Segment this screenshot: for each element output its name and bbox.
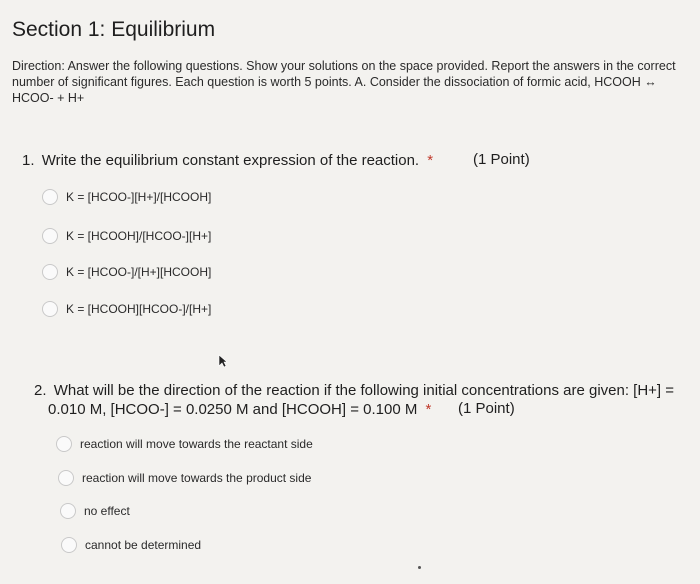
question-1-points: (1 Point) (473, 151, 530, 168)
required-asterisk: * (425, 401, 432, 418)
question-1-option-1[interactable]: K = [HCOO-][H+]/[HCOOH] (42, 189, 211, 205)
question-2-option-3[interactable]: no effect (60, 503, 130, 519)
stray-dot (418, 566, 421, 569)
question-1-text: 1. Write the equilibrium constant expression of the reaction. * (22, 152, 434, 169)
directions-text: Direction: Answer the following questions. Show your solutions on the space provided. Report the answers in the correct number of significant figures. Each question is worth 5 points. A. Consider the dissociation of formic acid, HCOOH ↔ HCOO- + H+ (12, 59, 676, 105)
mouse-pointer-icon (218, 354, 228, 368)
question-2-option-2[interactable]: reaction will move towards the product side (58, 470, 311, 486)
radio-button[interactable] (42, 189, 58, 205)
radio-button[interactable] (56, 436, 72, 452)
radio-button[interactable] (61, 537, 77, 553)
required-asterisk: * (427, 152, 434, 169)
radio-button[interactable] (60, 503, 76, 519)
question-1-option-2[interactable]: K = [HCOOH]/[HCOO-][H+] (42, 228, 211, 244)
radio-button[interactable] (58, 470, 74, 486)
question-2-option-1[interactable]: reaction will move towards the reactant side (56, 436, 313, 452)
radio-button[interactable] (42, 228, 58, 244)
question-2-points: (1 Point) (458, 400, 515, 417)
question-2-text: 2. What will be the direction of the reaction if the following initial concentrations are given: [H+] = 0.010 M, [HCOO-] = 0.0250 M and [HCOOH] = 0.100 M * (34, 382, 675, 418)
question-2-option-4[interactable]: cannot be determined (61, 537, 201, 553)
question-1-option-4[interactable]: K = [HCOOH][HCOO-]/[H+] (42, 301, 211, 317)
radio-button[interactable] (42, 264, 58, 280)
question-1-option-3[interactable]: K = [HCOO-]/[H+][HCOOH] (42, 264, 211, 280)
section-title: Section 1: Equilibrium (12, 18, 216, 41)
radio-button[interactable] (42, 301, 58, 317)
